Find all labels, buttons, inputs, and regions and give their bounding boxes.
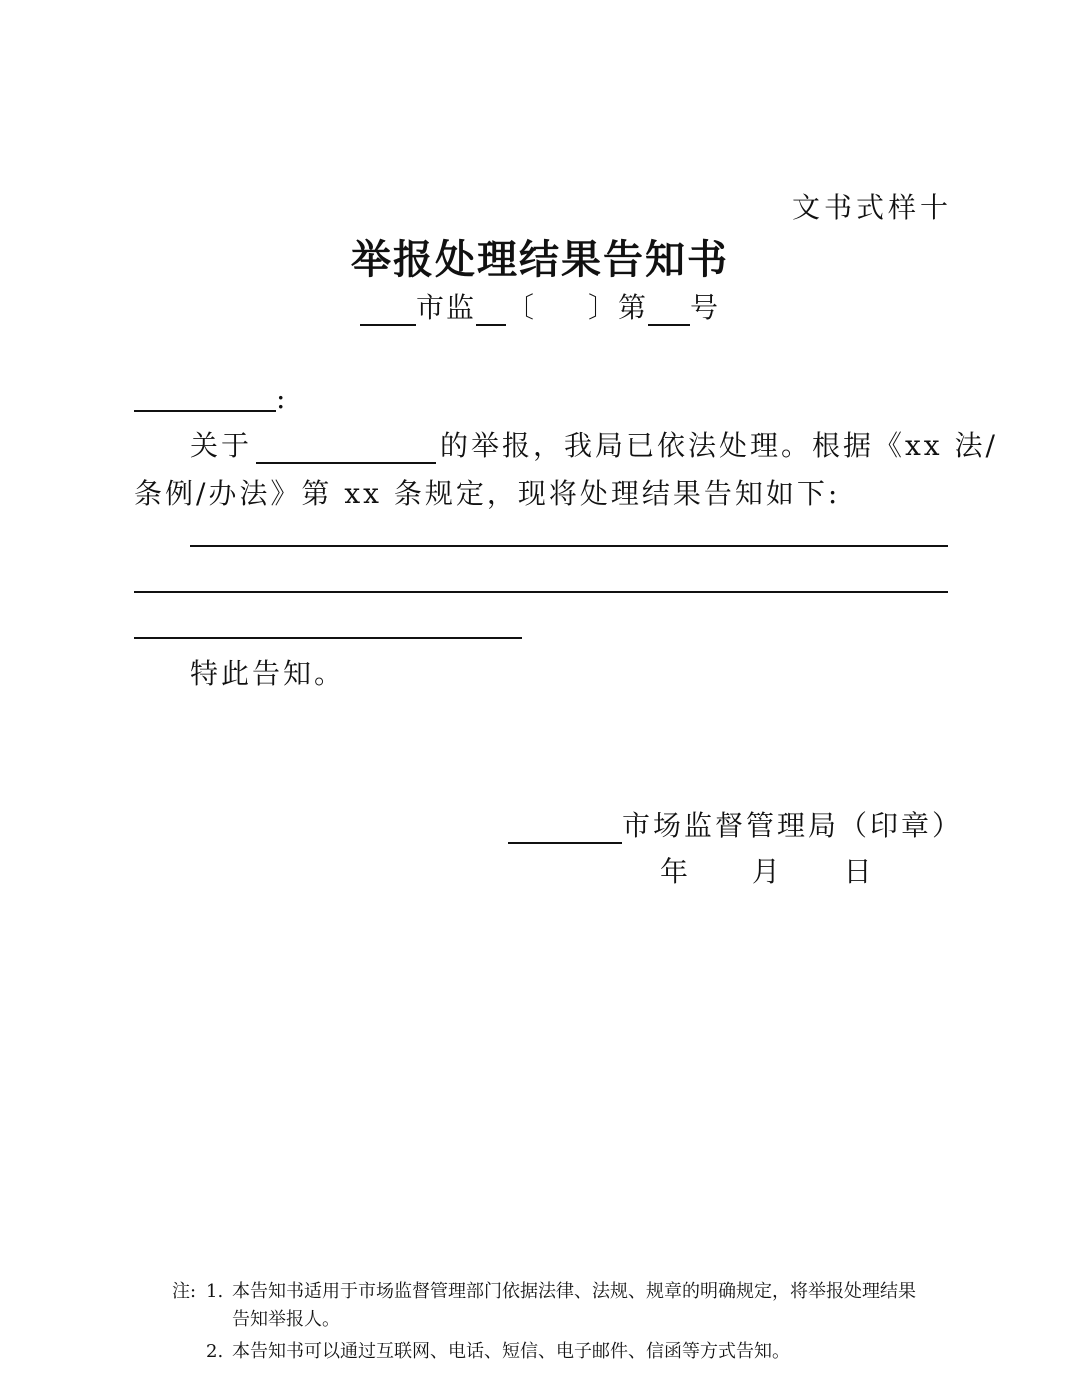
signature-org [508,804,963,844]
body-paragraph-2: 条例/办法》第 xx 条规定，现将处理结果告知如下: [134,477,841,510]
recipient-blank-line[interactable] [134,410,276,412]
note-text: 本告知书适用于市场监督管理部门依据法律、法规、规章的明确规定，将举报处理结果 [232,1281,916,1302]
note-item [172,1278,916,1306]
note-number: 1. [206,1281,224,1302]
docno-suffix: 号 [690,291,721,324]
notes-label: 注: [172,1281,197,1302]
date-year: 年 [660,855,689,888]
result-line-3[interactable] [134,637,522,639]
date-month: 月 [751,855,780,888]
document-title: 举报处理结果告知书 [351,236,729,283]
recipient-colon: : [276,382,289,415]
note-number: 2. [206,1341,224,1362]
docno-blank-prefix[interactable] [360,294,416,326]
org-name-blank[interactable] [508,812,622,844]
body-paragraph-1 [190,424,998,464]
date-day: 日 [843,855,872,888]
p1-rest: 的举报，我局已依法处理。根据《xx 法/ [440,429,998,462]
p1-start: 关于 [190,429,253,462]
closing-text: 特此告知。 [190,657,346,690]
footnotes [172,1278,916,1366]
docno-bracket-close: 〕第 [588,291,649,324]
docno-part1: 市监 [416,291,477,324]
docno-blank-agency[interactable] [476,294,506,326]
docno-bracket-open: 〔 [506,291,537,324]
document-type-label: 文书式样十 [792,191,953,224]
note-text: 告知举报人。 [232,1309,340,1330]
result-line-1[interactable] [190,545,948,547]
signature-date [660,850,872,890]
org-label: 市场监督管理局（印章） [622,809,964,842]
result-line-2[interactable] [134,591,948,593]
note-item-continuation [172,1306,916,1334]
document-number [360,286,720,326]
report-subject-blank[interactable] [256,432,436,464]
note-text: 本告知书可以通过互联网、电话、短信、电子邮件、信函等方式告知。 [232,1341,790,1362]
docno-blank-number[interactable] [648,294,690,326]
note-item [172,1338,916,1366]
